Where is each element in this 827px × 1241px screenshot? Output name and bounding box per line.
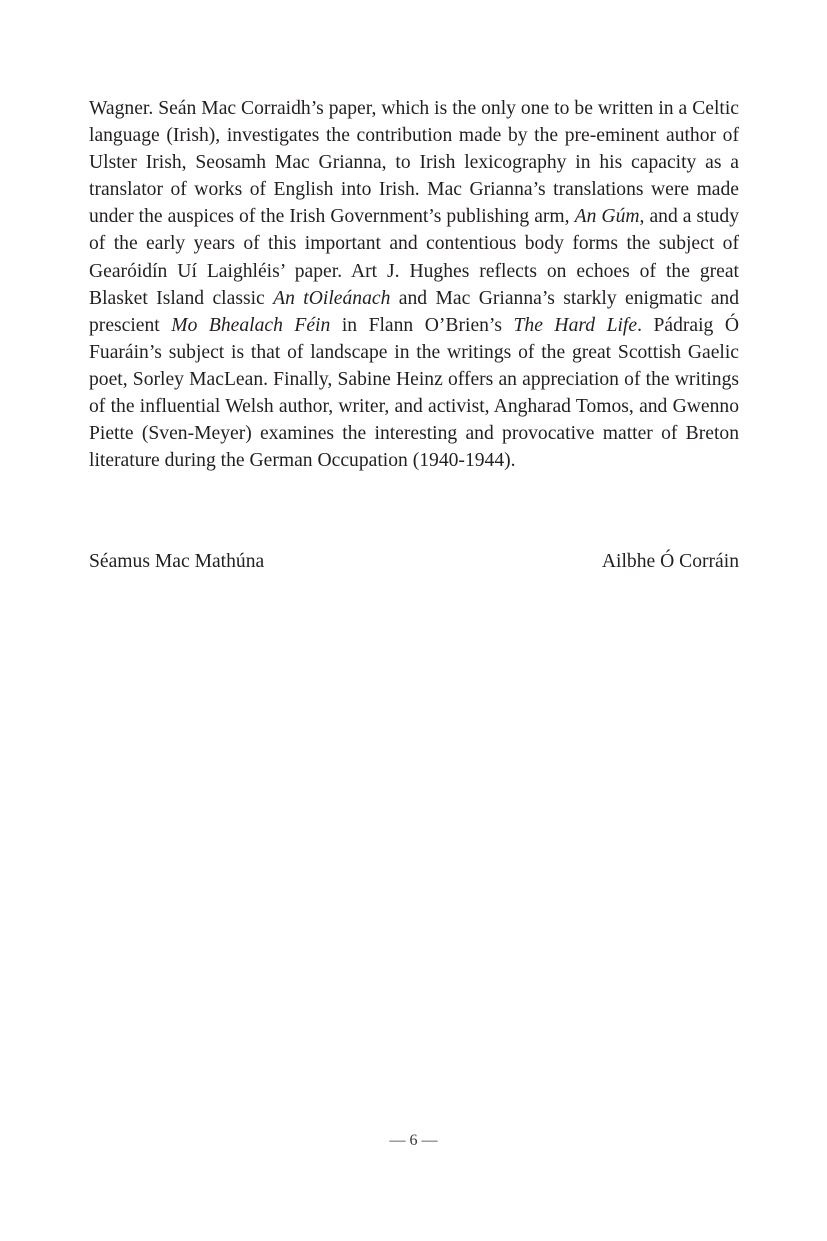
paragraph-text-5: . Pádraig Ó Fuaráin’s subject is that of landscape in the writings of the great Scottish Gaelic poet, Sorley MacLean. Finally, Sabine Heinz offers an appreciation of the writings of the influential Welsh author, writer, and activist, Angharad Tomos, and Gwenno Piette (Sven-Meyer) examines the interesting and provocative matter of Breton literature during the German Occupation (1940-1944).: [89, 314, 740, 472]
editor-signatures: [89, 548, 739, 575]
paragraph-text-3: and Mac Grianna’s starkly enigmatic and prescient: [89, 287, 739, 336]
paragraph-text-4: in Flann O’Brien’s: [330, 314, 514, 336]
signature-left: Séamus Mac Mathúna: [89, 551, 265, 572]
body-paragraph: [89, 95, 739, 474]
italic-title-mo-bhealach-fein: Mo Bhealach Féin: [171, 314, 331, 336]
signature-right: Ailbhe Ó Corráin: [601, 551, 739, 572]
page-number: — 6 —: [389, 1132, 438, 1149]
italic-title-an-gum: An Gúm: [574, 206, 640, 228]
paragraph-text-2: , and a study of the early years of this important and contentious body forms the subject of Gearóidín Uí Laighléis’ paper. Art J. Hughes reflects on echoes of the great Blasket Island classic: [89, 206, 739, 309]
italic-title-the-hard-life: The Hard Life: [513, 314, 638, 336]
italic-title-an-toileanach: An tOileánach: [273, 287, 391, 309]
paragraph-text-1: Wagner. Seán Mac Corraidh’s paper, which is the only one to be written in a Celtic language (Irish), investigates the contribution made by the pre-eminent author of Ulster Irish, Seosamh Mac Grianna, to Irish lexicography in his capacity as a translator of works of English into Irish. Mac Grianna’s translations were made under the auspices of the Irish Government’s publishing arm,: [89, 98, 739, 228]
